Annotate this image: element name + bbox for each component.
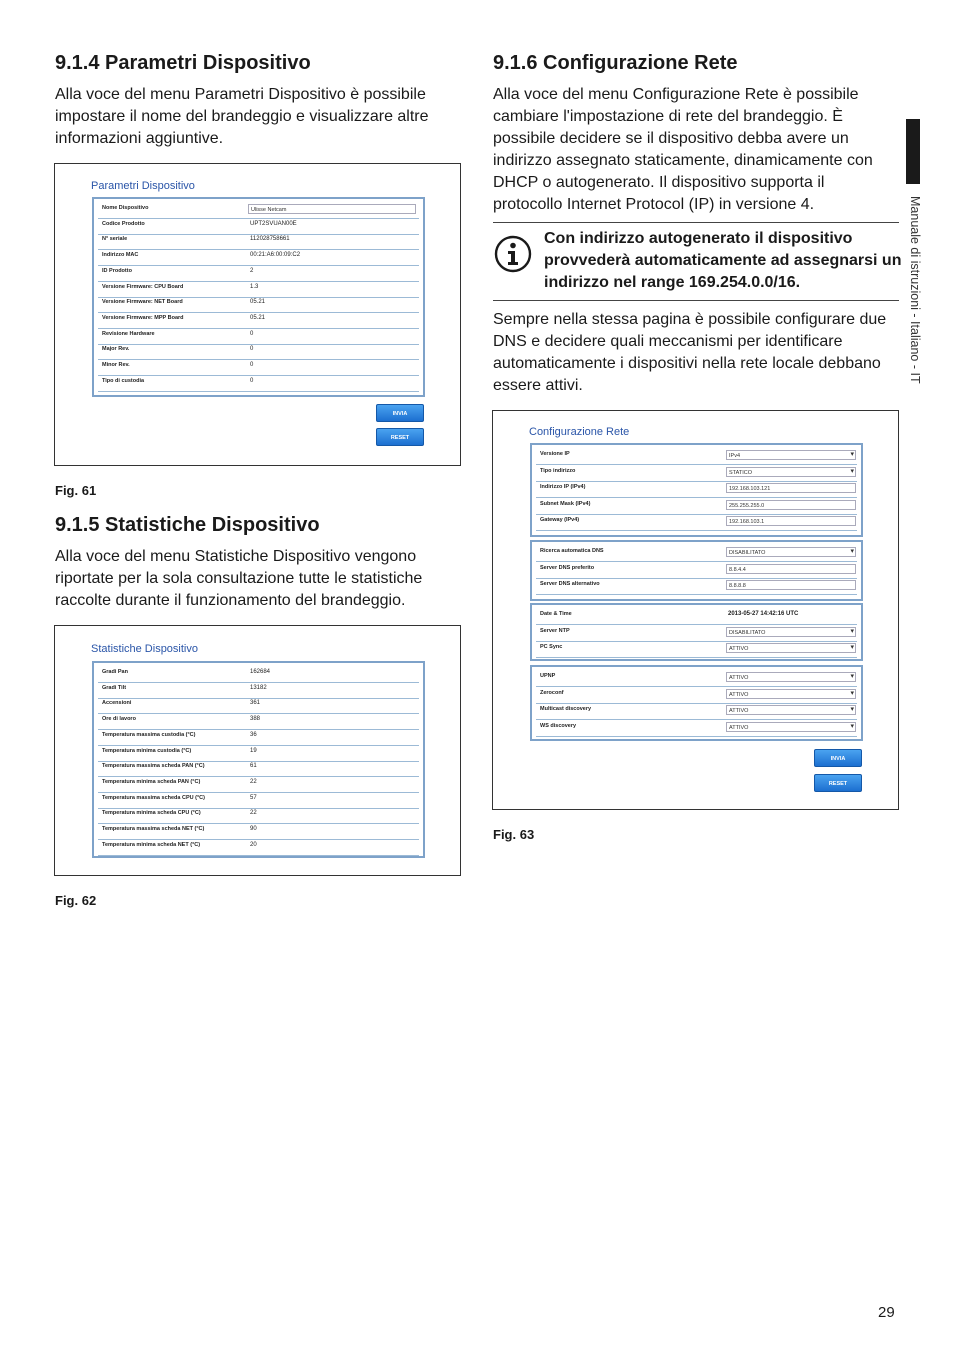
setting-select[interactable]: ATTIVO ▾ (726, 689, 856, 699)
row-value: 61 (250, 763, 257, 770)
setting-label: PC Sync (540, 644, 563, 651)
page-number: 29 (878, 1304, 895, 1321)
table-row (98, 683, 419, 699)
note-text: Con indirizzo autogenerato il dispositivo provvederà automaticamente ad assegnarsi un indirizzo nel range 169.254.0.0/16. (544, 230, 902, 291)
table-row (98, 266, 419, 282)
device-params-panel (92, 197, 425, 397)
setting-label: Zeroconf (540, 689, 564, 696)
setting-value: 2013-05-27 14:42:16 UTC (728, 611, 799, 617)
row-value: 13182 (250, 684, 267, 691)
row-value: 0 (250, 330, 254, 337)
table-row (98, 282, 419, 298)
row-label: Ore di lavoro (102, 716, 136, 723)
setting-input[interactable]: 8.8.4.4 (726, 564, 856, 574)
section-body-statistiche: Alla voce del menu Statistiche Dispositivo vengono riportate per la sola consultazione tutte le statistiche raccolte durante il funzionamento del brandeggio. (55, 548, 423, 609)
reset-button[interactable]: RESET (376, 428, 424, 446)
row-label: Temperatura minima scheda PAN (°C) (102, 778, 201, 785)
row-value: 22 (250, 778, 257, 785)
row-value: 0 (250, 362, 254, 368)
setting-label: Gateway (IPv4) (540, 517, 580, 524)
row-label: Gradi Pan (102, 669, 128, 675)
setting-row (536, 482, 857, 498)
setting-select[interactable]: STATICO ▾ (726, 467, 856, 477)
time-settings-panel (530, 603, 863, 661)
row-label: Versione Firmware: MPP Board (102, 314, 184, 321)
table-row (98, 746, 419, 762)
table-row (98, 250, 419, 266)
device-name-input[interactable]: Ulisse Netcam (248, 204, 416, 214)
setting-input[interactable]: 192.168.103.121 (726, 483, 856, 493)
figure-63 (492, 410, 899, 810)
row-label: Tipo di custodia (102, 377, 145, 384)
row-value: 112028758661 (250, 236, 290, 243)
table-row (98, 313, 419, 329)
row-label: Temperatura minima scheda CPU (°C) (102, 810, 201, 817)
row-label: Revisione Hardware (102, 330, 155, 337)
figure-label-62: Fig. 62 (55, 893, 97, 908)
setting-select[interactable]: ATTIVO ▾ (726, 672, 856, 682)
setting-label: WS discovery (540, 722, 577, 729)
row-value: 05.21 (250, 299, 266, 306)
table-row (98, 344, 419, 360)
setting-input[interactable]: 255.255.255.0 (726, 500, 856, 510)
setting-row (536, 515, 857, 531)
setting-row (536, 466, 857, 482)
table-row (98, 808, 419, 824)
setting-label: Subnet Mask (IPv4) (540, 500, 591, 507)
row-value: 388 (250, 716, 261, 723)
setting-label: Date & Time (540, 611, 572, 617)
row-label: Versione Firmware: CPU Board (102, 283, 184, 290)
row-label: N° seriale (102, 236, 128, 243)
setting-label: Tipo indirizzo (540, 467, 576, 474)
row-value: UPT2SVUAN00E (250, 220, 297, 227)
setting-label: Multicast discovery (540, 706, 592, 713)
discovery-settings-panel (530, 665, 863, 741)
table-row (98, 698, 419, 714)
row-label: Accensioni (102, 700, 132, 707)
row-label: Nome Dispositivo (102, 205, 149, 211)
panel-title: Parametri Dispositivo (91, 180, 195, 192)
row-value: 22 (250, 810, 257, 817)
table-row (98, 824, 419, 840)
section-title-rete: 9.1.6 Configurazione Rete (493, 52, 738, 74)
row-value: 57 (250, 794, 257, 801)
setting-row (536, 579, 857, 595)
setting-label: Ricerca automatica DNS (540, 548, 604, 554)
figure-61 (54, 163, 461, 466)
send-button[interactable]: INVIA (376, 404, 424, 422)
send-button[interactable]: INVIA (814, 749, 862, 767)
figure-label-61: Fig. 61 (55, 483, 97, 498)
setting-label: Server DNS alternativo (540, 581, 600, 588)
table-row (98, 793, 419, 809)
setting-select[interactable]: ATTIVO ▾ (726, 643, 856, 653)
table-row (98, 840, 419, 856)
section-title-parametri: 9.1.4 Parametri Dispositivo (55, 52, 311, 74)
row-value: 19 (250, 747, 257, 754)
row-value: 1.3 (250, 283, 259, 290)
setting-input[interactable]: 192.168.103.1 (726, 516, 856, 526)
info-icon (494, 235, 532, 273)
setting-row (536, 563, 857, 579)
setting-select[interactable]: DISABILITATO ▾ (726, 627, 856, 637)
row-label: Temperatura massima custodia (°C) (102, 731, 196, 738)
row-value: 05.21 (250, 314, 266, 321)
setting-label: UPNP (540, 673, 556, 679)
sidebar-manual-label: Manuale di istruzioni - Italiano - IT (908, 196, 922, 384)
table-row (98, 730, 419, 746)
setting-select[interactable]: DISABILITATO ▾ (726, 547, 856, 557)
dns-settings-panel (530, 540, 863, 601)
note-top-rule (493, 222, 899, 223)
setting-select[interactable]: ATTIVO ▾ (726, 722, 856, 732)
section-body-parametri: Alla voce del menu Parametri Dispositivo è possibile impostare il nome del brandeggio e visualizzare altre informazioni aggiuntive. (55, 86, 429, 147)
setting-row (536, 642, 857, 658)
setting-input[interactable]: 8.8.8.8 (726, 580, 856, 590)
table-row (98, 761, 419, 777)
table-row (98, 329, 419, 345)
row-value: 0 (250, 346, 254, 353)
device-stats-panel (92, 661, 425, 858)
row-label: Versione Firmware: NET Board (102, 299, 183, 306)
note-bottom-rule (493, 300, 899, 301)
table-row (98, 360, 419, 376)
reset-button[interactable]: RESET (814, 774, 862, 792)
setting-label: Server NTP (540, 627, 570, 634)
figure-62 (54, 625, 461, 876)
table-row (98, 203, 419, 219)
panel-title: Configurazione Rete (529, 426, 630, 438)
row-label: Temperatura massima scheda NET (°C) (102, 826, 205, 832)
setting-row (536, 688, 857, 704)
setting-label: Server DNS preferito (540, 564, 595, 571)
section-body-rete-2: Sempre nella stessa pagina è possibile configurare due DNS e decidere quali meccanismi per identificare automaticamente i dispositivi nella rete locale debbano essere attivi. (493, 311, 887, 394)
setting-label: Indirizzo IP (IPv4) (540, 484, 586, 491)
table-row (98, 777, 419, 793)
row-label: Temperatura massima scheda PAN (°C) (102, 763, 205, 770)
panel-title: Statistiche Dispositivo (91, 643, 198, 655)
table-row (98, 234, 419, 250)
ip-settings-panel (530, 443, 863, 537)
section-title-statistiche: 9.1.5 Statistiche Dispositivo (55, 514, 320, 536)
row-value: 2 (250, 267, 254, 274)
table-row (98, 297, 419, 313)
setting-row (536, 704, 857, 720)
row-value: 20 (250, 841, 257, 848)
setting-row (536, 546, 857, 562)
section-body-rete: Alla voce del menu Configurazione Rete è possibile cambiare l'impostazione di rete del brandeggio. È possibile decidere se il dispositivo debba avere un indirizzo assegnato staticamente, dinamicamente con DHCP o autogenerato. Il dispositivo supporta il protocollo Internet Protocol (IP) in versione 4. (493, 86, 873, 213)
row-value: 162684 (250, 669, 271, 675)
row-value: 361 (250, 700, 261, 707)
figure-label-63: Fig. 63 (493, 827, 535, 842)
setting-row (536, 721, 857, 737)
setting-row (536, 499, 857, 515)
row-value: 90 (250, 826, 257, 832)
table-row (98, 376, 419, 392)
row-value: 00:21:A6:00:09:C2 (250, 252, 301, 259)
setting-label: Versione IP (540, 451, 570, 457)
row-label: Temperatura minima custodia (°C) (102, 747, 192, 754)
row-value: 0 (250, 377, 254, 384)
row-label: Gradi Tilt (102, 684, 127, 691)
table-row (98, 714, 419, 730)
row-label: Temperatura massima scheda CPU (°C) (102, 794, 205, 801)
row-label: ID Prodotto (102, 267, 132, 274)
setting-select[interactable]: IPv4 ▾ (726, 450, 856, 460)
row-label: Codice Prodotto (102, 220, 145, 227)
row-label: Minor Rev. (102, 362, 130, 368)
setting-row (536, 609, 857, 625)
row-label: Temperatura minima scheda NET (°C) (102, 841, 201, 848)
row-label: Major Rev. (102, 346, 130, 353)
setting-select[interactable]: ATTIVO ▾ (726, 705, 856, 715)
setting-row (536, 671, 857, 687)
table-row (98, 219, 419, 235)
row-label: Indirizzo MAC (102, 252, 139, 259)
setting-row (536, 626, 857, 642)
setting-row (536, 449, 857, 465)
table-row (98, 667, 419, 683)
chapter-tab (906, 119, 920, 184)
row-value: 36 (250, 731, 257, 738)
